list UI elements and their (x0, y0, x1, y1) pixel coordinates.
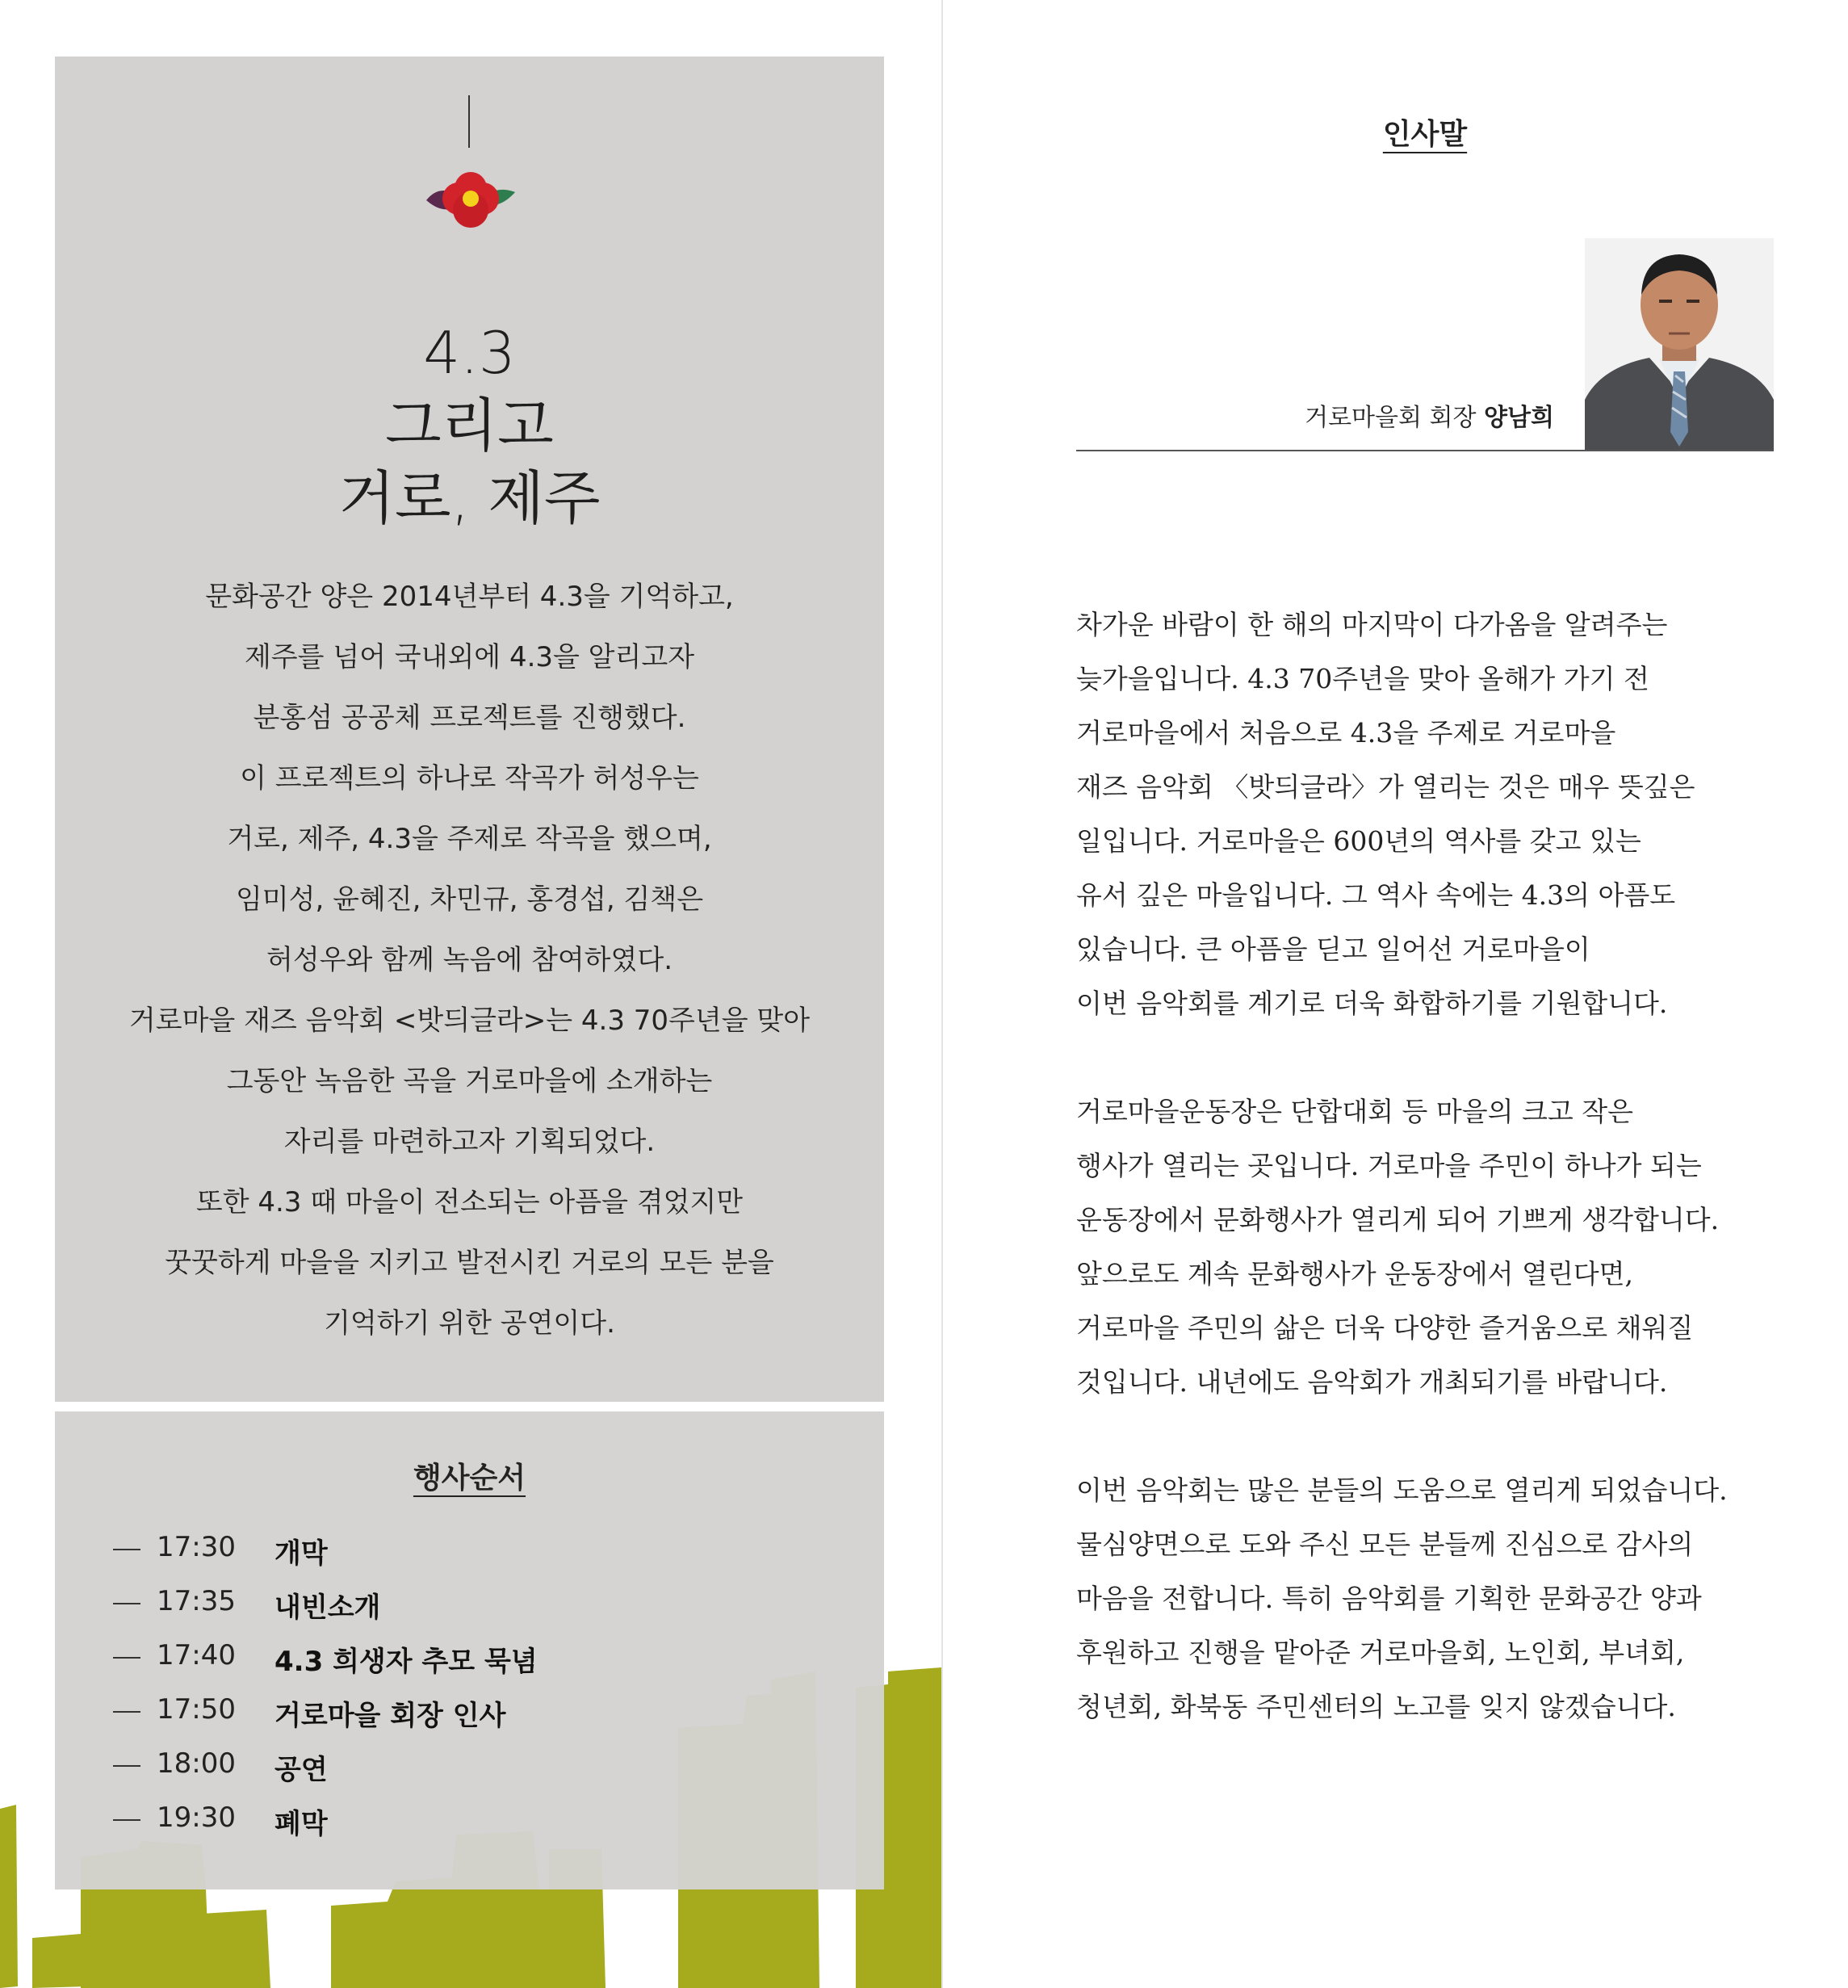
camellia-flower-icon (418, 160, 523, 241)
program-panel (55, 1411, 884, 1889)
portrait-photo (1585, 238, 1774, 451)
dash-marker (113, 1657, 140, 1659)
program-item (113, 1801, 840, 1856)
program-event: 4.3 희생자 추모 묵념 (274, 1646, 538, 1678)
intro-line: 이 프로젝트의 하나로 작곡가 허성우는 (240, 762, 699, 795)
greeting-line: 이번 음악회는 많은 분들의 도움으로 열리게 되었습니다. (1076, 1474, 1728, 1506)
greeting-line: 거로마을 주민의 삶은 더욱 다양한 즐거움으로 채워질 (1076, 1312, 1694, 1344)
hanging-line (468, 95, 470, 148)
greeting-line: 후원하고 진행을 맡아준 거로마을회, 노인회, 부녀회, (1076, 1637, 1685, 1668)
greeting-line: 있습니다. 큰 아픔을 딛고 일어선 거로마을이 (1076, 933, 1590, 965)
program-time: 17:40 (157, 1639, 236, 1671)
intro-line: 또한 4.3 때 마을이 전소되는 아픔을 겪었지만 (195, 1186, 744, 1218)
title-line: 4.3 (423, 319, 516, 387)
intro-line: 그동안 녹음한 곡을 거로마을에 소개하는 (226, 1065, 713, 1097)
program-item (113, 1639, 840, 1693)
page-title (55, 317, 884, 535)
greeting-line: 거로마을운동장은 단합대회 등 마을의 크고 작은 (1076, 1096, 1634, 1127)
greeting-paragraph (1076, 598, 1803, 1030)
program-event: 개막 (274, 1537, 328, 1570)
program-time: 17:50 (157, 1693, 236, 1726)
intro-line: 허성우와 함께 녹음에 참여하였다. (266, 944, 673, 976)
greeting-line: 재즈 음악회 〈밧듸글라〉가 열리는 것은 매우 뜻깊은 (1076, 771, 1695, 803)
signature (1076, 397, 1554, 433)
greeting-line: 청년회, 화북동 주민센터의 노고를 잊지 않겠습니다. (1076, 1691, 1676, 1722)
greeting-paragraph (1076, 1084, 1803, 1409)
signature-name: 양남희 (1484, 404, 1554, 432)
program-item (113, 1531, 840, 1585)
greeting-line: 운동장에서 문화행사가 열리게 되어 기쁘게 생각합니다. (1076, 1204, 1720, 1235)
greeting-line: 일입니다. 거로마을은 600년의 역사를 갖고 있는 (1076, 825, 1641, 857)
greeting-line: 행사가 열리는 곳입니다. 거로마을 주민이 하나가 되는 (1076, 1150, 1702, 1181)
greeting-line: 마음을 전합니다. 특히 음악회를 기획한 문화공간 양과 (1076, 1583, 1702, 1614)
intro-line: 기억하기 위한 공연이다. (324, 1307, 615, 1340)
title-line: 거로, 제주 (338, 464, 601, 532)
intro-line: 문화공간 양은 2014년부터 4.3을 기억하고, (205, 581, 734, 613)
program-time: 17:30 (157, 1531, 236, 1563)
signature-title: 거로마을회 회장 (1305, 404, 1477, 432)
title-line: 그리고 (385, 392, 554, 459)
page-fold-divider (941, 0, 943, 1988)
dash-marker (113, 1765, 140, 1767)
intro-panel (55, 57, 884, 1402)
dash-marker (113, 1603, 140, 1604)
program-list (113, 1531, 840, 1856)
program-heading: 행사순서 (413, 1462, 526, 1495)
greeting-heading: 인사말 (1382, 118, 1468, 151)
greeting-line: 유서 깊은 마을입니다. 그 역사 속에는 4.3의 아픔도 (1076, 879, 1676, 911)
program-item (113, 1747, 840, 1801)
program-item (113, 1585, 840, 1639)
program-time: 17:35 (157, 1585, 236, 1617)
dash-marker (113, 1549, 140, 1550)
program-event: 공연 (274, 1754, 328, 1786)
intro-line: 거로마을 재즈 음악회 <밧듸글라>는 4.3 70주년을 맞아 (128, 1004, 811, 1037)
intro-text (55, 567, 884, 1354)
program-event: 내빈소개 (274, 1592, 381, 1624)
program-time: 19:30 (157, 1801, 236, 1834)
greeting-line: 것입니다. 내년에도 음악회가 개최되기를 바랍니다. (1076, 1366, 1668, 1398)
intro-line: 제주를 넘어 국내외에 4.3을 알리고자 (244, 641, 695, 673)
program-event: 폐막 (274, 1808, 328, 1840)
program-event: 거로마을 회장 인사 (274, 1700, 506, 1732)
intro-line: 꿋꿋하게 마을을 지키고 발전시킨 거로의 모든 분을 (165, 1247, 774, 1279)
greeting-line: 차가운 바람이 한 해의 마지막이 다가옴을 알려주는 (1076, 609, 1668, 640)
signature-rule (1076, 450, 1774, 451)
greeting-line: 앞으로도 계속 문화행사가 운동장에서 열린다면, (1076, 1258, 1634, 1290)
greeting-line: 거로마을에서 처음으로 4.3을 주제로 거로마을 (1076, 717, 1616, 749)
program-time: 18:00 (157, 1747, 236, 1780)
greeting-line: 늦가을입니다. 4.3 70주년을 맞아 올해가 가기 전 (1076, 663, 1649, 694)
intro-line: 분홍섬 공공체 프로젝트를 진행했다. (253, 702, 686, 734)
intro-line: 자리를 마련하고자 기획되었다. (283, 1126, 656, 1158)
portrait-illustration (1585, 238, 1774, 451)
greeting-paragraph (1076, 1463, 1803, 1734)
greeting-line: 이번 음악회를 계기로 더욱 화합하기를 기원합니다. (1076, 988, 1668, 1019)
intro-line: 임미성, 윤혜진, 차민규, 홍경섭, 김책은 (235, 883, 704, 916)
greeting-body (1076, 598, 1803, 1734)
greeting-line: 물심양면으로 도와 주신 모든 분들께 진심으로 감사의 (1076, 1529, 1694, 1560)
dash-marker (113, 1819, 140, 1821)
dash-marker (113, 1711, 140, 1713)
intro-line: 거로, 제주, 4.3을 주제로 작곡을 했으며, (227, 823, 712, 855)
program-item (113, 1693, 840, 1747)
